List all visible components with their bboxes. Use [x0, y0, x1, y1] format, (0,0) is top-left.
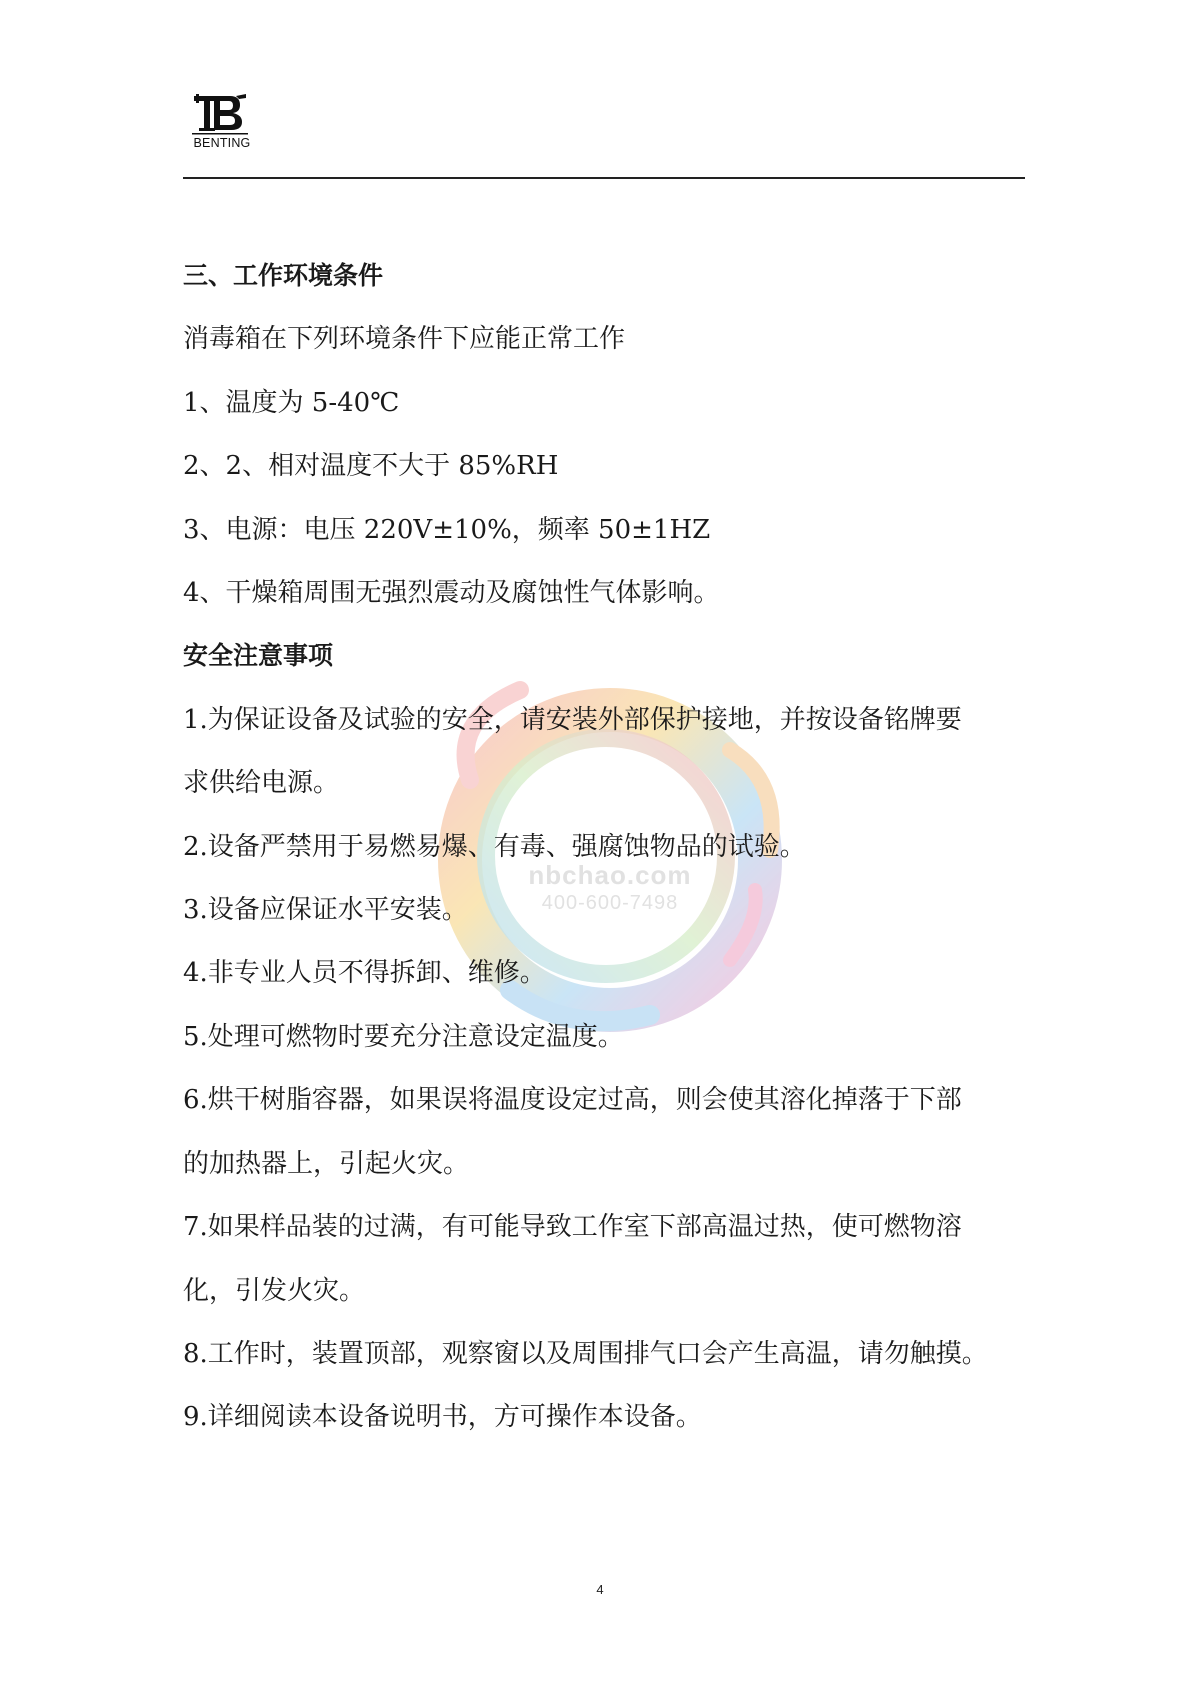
safety-line: 6.烘干树脂容器，如果误将温度设定过高，则会使其溶化掉落于下部 [183, 1085, 962, 1115]
safety-line: 9.详细阅读本设备说明书，方可操作本设备。 [183, 1402, 702, 1432]
safety-line: 求供给电源。 [183, 768, 340, 798]
watermark-phone: 400-600-7498 [541, 892, 679, 914]
list-item: 2、2、相对温度不大于 85%RH [183, 451, 559, 481]
safety-line: 3.设备应保证水平安装。 [183, 895, 468, 925]
safety-line: 2.设备严禁用于易燃易爆、有毒、强腐蚀物品的试验。 [183, 832, 806, 862]
safety-line: 4.非专业人员不得拆卸、维修。 [183, 958, 546, 988]
benting-logo [186, 92, 256, 158]
list-item: 4、干燥箱周围无强烈震动及腐蚀性气体影响。 [183, 578, 720, 608]
safety-line: 7.如果样品装的过满，有可能导致工作室下部高温过热，使可燃物溶 [183, 1212, 962, 1242]
watermark-site: nbchao.com [528, 860, 692, 890]
benting-logo-icon [192, 92, 248, 136]
section-title: 三、工作环境条件 [183, 261, 384, 290]
safety-line: 5.处理可燃物时要充分注意设定温度。 [183, 1022, 624, 1052]
section-intro: 消毒箱在下列环境条件下应能正常工作 [183, 324, 626, 354]
list-item: 1、温度为 5-40℃ [183, 388, 400, 418]
list-item: 3、电源：电压 220V±10%，频率 50±1HZ [183, 515, 711, 545]
safety-line: 化，引发火灾。 [183, 1276, 366, 1306]
header-divider [183, 177, 1025, 179]
safety-line: 8.工作时，装置顶部，观察窗以及周围排气口会产生高温，请勿触摸。 [183, 1339, 988, 1369]
logo-text: BENTING [193, 136, 251, 150]
safety-line: 1.为保证设备及试验的安全，请安装外部保护接地，并按设备铭牌要 [183, 705, 962, 735]
safety-line: 的加热器上，引起火灾。 [183, 1149, 470, 1179]
page-number: 4 [596, 1582, 604, 1597]
safety-title: 安全注意事项 [183, 641, 334, 670]
